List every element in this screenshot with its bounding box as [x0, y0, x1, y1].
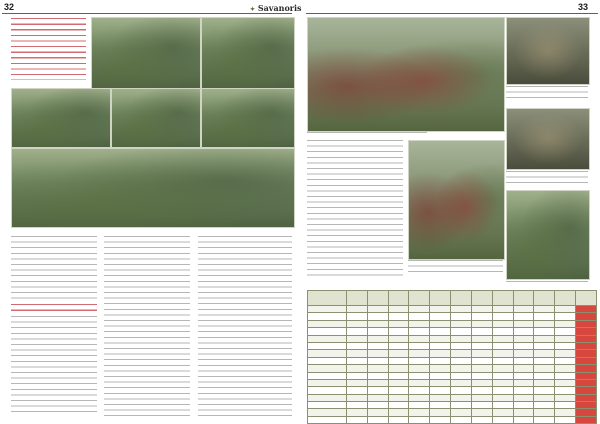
table-cell [471, 306, 492, 313]
table-cell [534, 365, 555, 372]
table-cell [513, 342, 534, 349]
table-cell [451, 365, 472, 372]
table-cell [388, 306, 409, 313]
table-cell [576, 402, 597, 409]
body-column-1 [11, 236, 97, 418]
table-cell [451, 350, 472, 357]
table-cell [471, 409, 492, 416]
table-cell [347, 365, 368, 372]
table-cell [367, 320, 388, 327]
table-cell [492, 379, 513, 386]
table-cell [576, 357, 597, 364]
table-cell [430, 409, 451, 416]
caption-mid-right-lines [506, 171, 588, 183]
table-row [308, 394, 597, 401]
table-row [308, 409, 597, 416]
table-cell [534, 379, 555, 386]
table-cell [430, 328, 451, 335]
table-cell [347, 313, 368, 320]
table-cell [471, 365, 492, 372]
table-cell [534, 402, 555, 409]
table-cell [409, 402, 430, 409]
caption-mid-center-lines [408, 260, 503, 276]
table-cell [308, 342, 347, 349]
table-cell [534, 320, 555, 327]
table-cell [388, 409, 409, 416]
table-cell [534, 350, 555, 357]
right-body-lines [307, 140, 403, 280]
table-cell [492, 409, 513, 416]
table-cell [388, 320, 409, 327]
table-cell [388, 335, 409, 342]
table-cell [409, 372, 430, 379]
table-cell [388, 350, 409, 357]
table-cell [576, 306, 597, 313]
table-cell [451, 394, 472, 401]
table-cell [513, 416, 534, 423]
table-cell [576, 350, 597, 357]
table-cell [308, 409, 347, 416]
table-cell [576, 409, 597, 416]
table-cell [555, 350, 576, 357]
table-cell [409, 394, 430, 401]
table-cell [367, 313, 388, 320]
table-cell [347, 372, 368, 379]
table-cell [534, 313, 555, 320]
table-cell [471, 416, 492, 423]
table-cell [451, 402, 472, 409]
right-page-number: 33 [578, 2, 589, 12]
table-header-col [347, 291, 368, 306]
table-cell [430, 350, 451, 357]
table-cell [367, 357, 388, 364]
table-cell [513, 313, 534, 320]
table-cell [492, 335, 513, 342]
table-cell [430, 372, 451, 379]
table-cell [471, 402, 492, 409]
table-cell [367, 394, 388, 401]
table-cell [555, 335, 576, 342]
table-cell [430, 365, 451, 372]
table-cell [471, 394, 492, 401]
table-cell [347, 342, 368, 349]
table-header-col [451, 291, 472, 306]
table-cell [513, 372, 534, 379]
table-cell [388, 372, 409, 379]
table-cell [492, 416, 513, 423]
table-cell [513, 306, 534, 313]
table-cell [367, 379, 388, 386]
photo-soldiers-push [111, 88, 201, 148]
intro-red-text [11, 18, 86, 80]
table-row [308, 372, 597, 379]
table-cell [576, 365, 597, 372]
table-cell [471, 328, 492, 335]
table-cell [388, 402, 409, 409]
table-cell [388, 394, 409, 401]
table-cell [534, 357, 555, 364]
table-row [308, 342, 597, 349]
table-cell [555, 402, 576, 409]
table-cell [367, 328, 388, 335]
table-cell [471, 342, 492, 349]
table-cell [367, 372, 388, 379]
table-cell [367, 306, 388, 313]
table-cell [347, 320, 368, 327]
table-row [308, 335, 597, 342]
photo-soldiers-lift [11, 88, 111, 148]
masthead-title: Savanoris [257, 3, 302, 13]
table-cell [409, 379, 430, 386]
table-cell [513, 402, 534, 409]
table-cell [308, 320, 347, 327]
table-cell [513, 379, 534, 386]
table-cell [451, 335, 472, 342]
table-cell [308, 387, 347, 394]
table-cell [430, 313, 451, 320]
table-cell [534, 306, 555, 313]
photo-medal-presentation [506, 108, 590, 170]
table-cell [471, 320, 492, 327]
table-cell [576, 313, 597, 320]
table-cell [492, 328, 513, 335]
table-cell [492, 306, 513, 313]
body-col1-lines [11, 236, 97, 302]
photo-winners-group [408, 140, 505, 260]
table-cell [347, 394, 368, 401]
table-cell [409, 306, 430, 313]
table-row [308, 320, 597, 327]
table-cell [555, 328, 576, 335]
table-cell [555, 342, 576, 349]
table-cell [492, 350, 513, 357]
table-header-col [430, 291, 451, 306]
table-cell [451, 379, 472, 386]
table-cell [347, 357, 368, 364]
table-cell [308, 357, 347, 364]
table-cell [555, 409, 576, 416]
table-cell [471, 350, 492, 357]
table-row [308, 402, 597, 409]
table-cell [451, 409, 472, 416]
table-cell [308, 306, 347, 313]
table-cell [576, 335, 597, 342]
body-col2-lines [104, 236, 190, 418]
caption-top-center-lines [307, 132, 427, 137]
table-row [308, 313, 597, 320]
table-cell [513, 365, 534, 372]
table-cell [409, 416, 430, 423]
table-row [308, 350, 597, 357]
table-cell [430, 416, 451, 423]
left-page-number: 32 [4, 2, 15, 12]
body-column-3 [198, 236, 292, 418]
table-cell [451, 372, 472, 379]
table-cell [388, 379, 409, 386]
caption-bottom-right-lines [506, 281, 588, 286]
table-cell [555, 379, 576, 386]
table-cell [576, 416, 597, 423]
table-cell [367, 342, 388, 349]
results-table [307, 290, 597, 424]
table-cell [492, 357, 513, 364]
table-cell [430, 402, 451, 409]
table-cell [409, 320, 430, 327]
table-cell [388, 342, 409, 349]
table-cell [347, 335, 368, 342]
table-cell [492, 402, 513, 409]
table-cell [409, 357, 430, 364]
table-cell [513, 387, 534, 394]
table-header-col [388, 291, 409, 306]
table-cell [347, 409, 368, 416]
table-cell [492, 365, 513, 372]
table-header-col [555, 291, 576, 306]
emblem-icon: ✦ [250, 6, 256, 13]
table-cell [430, 379, 451, 386]
results-table-body [308, 306, 597, 424]
table-cell [430, 387, 451, 394]
table-cell [576, 320, 597, 327]
table-cell [367, 402, 388, 409]
table-cell [492, 372, 513, 379]
table-cell [308, 365, 347, 372]
photo-soldiers-training-wide [11, 148, 295, 228]
table-cell [367, 387, 388, 394]
table-cell [451, 387, 472, 394]
table-row [308, 416, 597, 423]
table-row [308, 328, 597, 335]
table-cell [367, 335, 388, 342]
table-cell [388, 387, 409, 394]
table-cell [430, 342, 451, 349]
table-cell [388, 365, 409, 372]
table-header-col [471, 291, 492, 306]
table-cell [308, 328, 347, 335]
page-header [0, 0, 600, 14]
table-cell [451, 320, 472, 327]
table-cell [555, 416, 576, 423]
table-cell [471, 313, 492, 320]
table-cell [409, 350, 430, 357]
table-cell [347, 387, 368, 394]
table-cell [308, 402, 347, 409]
table-cell [430, 394, 451, 401]
table-cell [388, 313, 409, 320]
table-cell [409, 335, 430, 342]
table-cell [492, 320, 513, 327]
table-cell [308, 372, 347, 379]
table-header-col [409, 291, 430, 306]
table-cell [471, 335, 492, 342]
table-cell [555, 365, 576, 372]
table-cell [492, 394, 513, 401]
table-header-total [576, 291, 597, 306]
table-cell [347, 379, 368, 386]
table-cell [347, 416, 368, 423]
table-cell [492, 313, 513, 320]
table-cell [430, 335, 451, 342]
table-cell [492, 342, 513, 349]
body-column-2 [104, 236, 190, 418]
table-cell [388, 328, 409, 335]
table-cell [451, 416, 472, 423]
table-row [308, 306, 597, 313]
table-cell [451, 357, 472, 364]
body-col1-subhead-lines [11, 304, 97, 314]
photo-soldiers-run [201, 88, 295, 148]
table-row [308, 379, 597, 386]
table-cell [451, 342, 472, 349]
table-cell [576, 372, 597, 379]
photo-soldiers-formation [506, 190, 590, 280]
table-cell [534, 342, 555, 349]
table-cell [576, 379, 597, 386]
table-cell [534, 409, 555, 416]
table-cell [534, 387, 555, 394]
table-cell [308, 313, 347, 320]
masthead-logo [250, 3, 302, 13]
table-cell [555, 387, 576, 394]
photo-soldiers-gym [201, 17, 295, 89]
body-col1-cont-lines [11, 316, 97, 414]
table-cell [576, 394, 597, 401]
table-cell [513, 409, 534, 416]
table-cell [492, 387, 513, 394]
table-cell [471, 387, 492, 394]
table-header-col [513, 291, 534, 306]
table-cell [534, 372, 555, 379]
table-header-col [492, 291, 513, 306]
table-cell [576, 342, 597, 349]
table-cell [513, 394, 534, 401]
photo-award-ceremony [307, 17, 505, 132]
table-cell [388, 357, 409, 364]
right-header-rule [306, 13, 598, 14]
table-header-team [308, 291, 347, 306]
table-cell [308, 394, 347, 401]
results-table-wrap [307, 290, 597, 418]
table-header-col [367, 291, 388, 306]
table-cell [367, 416, 388, 423]
table-cell [347, 328, 368, 335]
table-cell [555, 394, 576, 401]
table-cell [555, 313, 576, 320]
intro-text-lines [11, 18, 86, 80]
table-cell [347, 306, 368, 313]
table-cell [513, 357, 534, 364]
table-cell [409, 342, 430, 349]
table-cell [409, 409, 430, 416]
table-cell [513, 320, 534, 327]
table-cell [409, 365, 430, 372]
table-cell [308, 350, 347, 357]
table-cell [347, 350, 368, 357]
table-cell [471, 372, 492, 379]
table-cell [308, 335, 347, 342]
table-row [308, 357, 597, 364]
table-cell [451, 306, 472, 313]
table-cell [308, 416, 347, 423]
table-header-col [534, 291, 555, 306]
table-cell [367, 409, 388, 416]
table-header-row [308, 291, 597, 306]
table-cell [534, 335, 555, 342]
table-cell [471, 357, 492, 364]
table-cell [534, 328, 555, 335]
table-cell [555, 306, 576, 313]
table-cell [409, 328, 430, 335]
table-cell [308, 379, 347, 386]
table-cell [451, 328, 472, 335]
table-cell [347, 402, 368, 409]
table-cell [471, 379, 492, 386]
table-cell [430, 357, 451, 364]
body-col3-lines [198, 236, 292, 418]
right-body-column [307, 140, 403, 280]
left-header-rule [2, 13, 292, 14]
table-cell [409, 313, 430, 320]
table-cell [430, 320, 451, 327]
table-cell [576, 328, 597, 335]
caption-top-right-lines [506, 86, 588, 102]
table-cell [513, 328, 534, 335]
table-cell [367, 365, 388, 372]
table-cell [555, 357, 576, 364]
table-cell [534, 394, 555, 401]
table-cell [576, 387, 597, 394]
table-cell [513, 335, 534, 342]
table-cell [513, 350, 534, 357]
table-cell [409, 387, 430, 394]
table-row [308, 365, 597, 372]
table-cell [555, 320, 576, 327]
table-row [308, 387, 597, 394]
table-cell [555, 372, 576, 379]
photo-soldiers-exercise [91, 17, 201, 89]
table-cell [534, 416, 555, 423]
photo-trophy-handover [506, 17, 590, 85]
table-cell [430, 306, 451, 313]
table-cell [367, 350, 388, 357]
table-cell [388, 416, 409, 423]
table-cell [451, 313, 472, 320]
